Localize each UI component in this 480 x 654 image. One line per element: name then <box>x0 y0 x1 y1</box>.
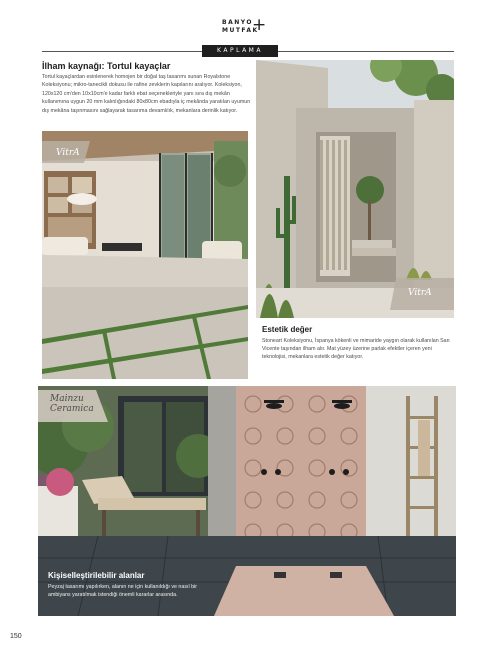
courtyard-image <box>256 60 454 318</box>
page-number: 150 <box>10 633 22 640</box>
image3-brand-line1: Mainzu <box>50 394 84 404</box>
image3-brand-logo <box>50 394 94 414</box>
article2-body: Stoneart Koleksiyonu, İspanya kökenli ve mimaride yaygın olarak kullanılan San Vicente taşından ilham alır. Mat yüzey üzerine parlak efektler içeren yeni teknolojisi, mekanlara estetik değer katıyor. <box>262 338 450 361</box>
article3-title: Kişiselleştirilebilir alanlar <box>48 571 145 580</box>
image1-brand-logo: VitrA <box>56 148 80 158</box>
logo-plus: + <box>252 15 267 35</box>
outdoor-shower-image <box>38 386 456 616</box>
article2-title: Estetik değer <box>262 325 313 334</box>
magazine-logo <box>216 17 268 41</box>
logo-line-1: BANYO <box>222 19 253 26</box>
article1-title: İlham kaynağı: Tortul kayaçlar <box>42 61 171 71</box>
article3-body: Peyzaj tasarımı yapılırken, alanın ne için kullanıldığı ve nasıl bir ambiyans yaratılmak istendiği önemli kararlar arasında. <box>48 584 197 598</box>
interior-patio-image <box>42 131 248 379</box>
section-label: KAPLAMA <box>202 45 278 57</box>
image2-brand-logo: VitrA <box>408 288 432 298</box>
image3-brand-line2: Ceramica <box>50 404 94 414</box>
article1-body: Tortul kayaçlardan esinlenerek homojen bir doğal taş tasarımı sunan Royalstone Koleksiyonu; mikro-tanecikli dokusu ile rafine zevklerin kapılarını aralıyor. Koleksiyon, 120x120 cm'den 10x10cm'e kadar farklı ebat seçenekleriyle yanı sıra dış mekân kullanımına uygun 20 mm kalınlığındaki 80x80cm ebadıyla iç mekânda yaratılan uyumun dış mekâna taşınmasını sağlayarak tasarıma devamlılık, mekanlara derinlik katıyor. <box>42 74 251 114</box>
logo-line-2: MUTFAK <box>222 27 259 34</box>
